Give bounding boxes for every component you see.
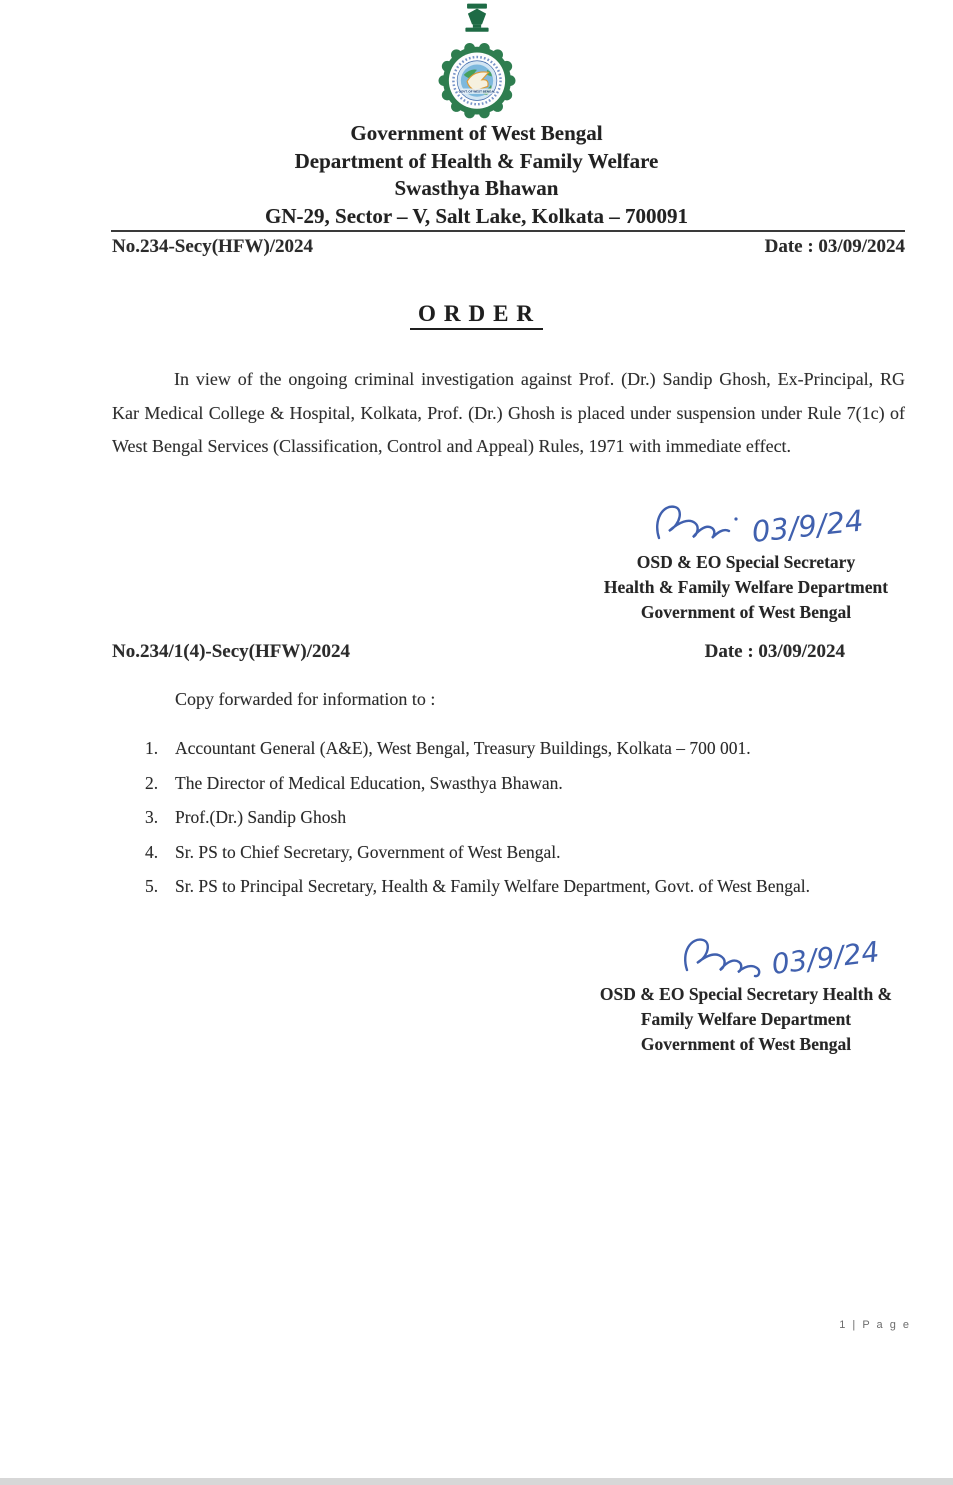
reference-row-2: [112, 641, 845, 663]
signatory-2-line2: Family Welfare Department: [640, 1009, 852, 1029]
order-title: ORDER: [410, 301, 543, 330]
memo-date-1: Date : 03/09/2024: [764, 236, 905, 257]
signature-2: [585, 930, 907, 982]
signature-block-2: [585, 930, 907, 1057]
list-item-number: 1.: [145, 738, 159, 758]
list-item-text: Prof.(Dr.) Sandip Ghosh: [175, 807, 347, 827]
order-title-wrap: [0, 301, 953, 327]
list-item-number: 5.: [145, 876, 159, 896]
reference-row-1: [112, 236, 905, 258]
building-name: Swasthya Bhawan: [394, 176, 559, 200]
signatory-1-line3: Government of West Bengal: [640, 602, 852, 622]
department-name: Department of Health & Family Welfare: [294, 148, 659, 173]
signature-2-icon: [675, 932, 915, 988]
signature-1-icon: [645, 498, 905, 552]
page-number: 1 | P a g e: [839, 1319, 911, 1331]
order-body-paragraph: In view of the ongoing criminal investigation against Prof. (Dr.) Sandip Ghosh, Ex-Principal, RG Kar Medical College & Hospital, Kolkata, Prof. (Dr.) Ghosh is placed under suspension under Rule 7(1c) of West Bengal Services (Classification, Control and Appeal) Rules, 1971 with immediate effect.: [112, 369, 905, 456]
signature-block-1: [585, 498, 907, 625]
list-item-text: Sr. PS to Principal Secretary, Health & Family Welfare Department, Govt. of West Bengal.: [175, 876, 810, 896]
govt-seal-icon: [427, 2, 527, 122]
seal-finial-icon: [465, 4, 488, 32]
memo-date-2: Date : 03/09/2024: [704, 641, 845, 662]
header-emblem: [0, 2, 953, 127]
signature-1-date: 03/9/24: [750, 503, 865, 549]
list-item: [145, 875, 920, 897]
signatory-1-designation: [585, 550, 907, 625]
list-item: [145, 806, 920, 828]
list-item-text: Accountant General (A&E), West Bengal, Treasury Buildings, Kolkata – 700 001.: [175, 738, 751, 758]
signature-2-date: 03/9/24: [769, 935, 882, 981]
signatory-2-line1: OSD & EO Special Secretary Health &: [599, 984, 893, 1004]
list-item: [145, 737, 920, 759]
list-item: [145, 841, 920, 863]
signature-1: [585, 498, 907, 550]
signatory-2-designation: [585, 982, 907, 1057]
signatory-2-line3: Government of West Bengal: [640, 1034, 852, 1054]
forward-intro: Copy forwarded for information to :: [175, 689, 436, 709]
list-item-number: 3.: [145, 807, 159, 827]
signatory-1-line2: Health & Family Welfare Department: [603, 577, 889, 597]
signatory-1-line1: OSD & EO Special Secretary: [636, 552, 856, 572]
list-item-text: The Director of Medical Education, Swasthya Bhawan.: [175, 772, 563, 793]
memo-number-1: No.234-Secy(HFW)/2024: [112, 236, 314, 257]
list-item: [145, 772, 920, 794]
address-line: GN-29, Sector – V, Salt Lake, Kolkata – 700091: [265, 203, 688, 228]
seal-caption-text: GOVT. OF WEST BENGAL: [458, 89, 495, 94]
list-item-text: Sr. PS to Chief Secretary, Government of West Bengal.: [175, 841, 561, 862]
list-item-number: 4.: [145, 841, 159, 862]
letterhead: [0, 120, 953, 230]
forward-list: [145, 737, 920, 910]
header-divider-line: [111, 230, 905, 232]
org-name: Government of West Bengal: [350, 121, 603, 145]
scan-bottom-edge: [0, 1478, 953, 1485]
memo-number-2: No.234/1(4)-Secy(HFW)/2024: [112, 641, 350, 662]
list-item-number: 2.: [145, 772, 159, 793]
